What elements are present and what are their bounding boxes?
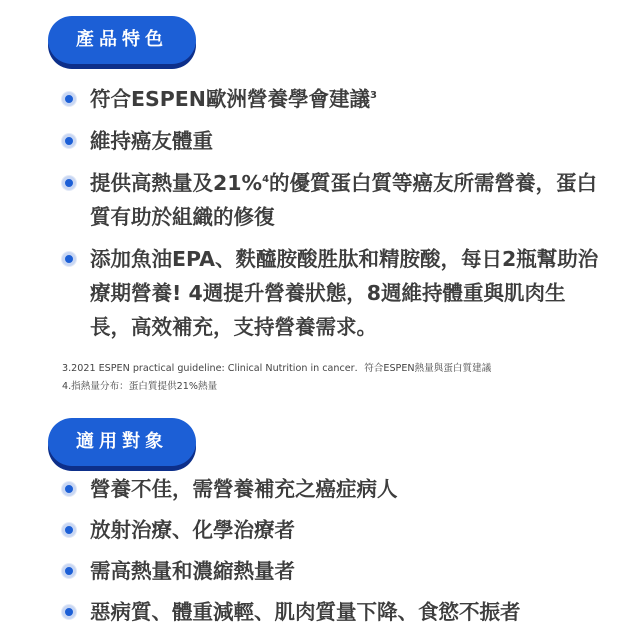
list-item xyxy=(60,472,600,506)
footnote: 4.指熱量分布：蛋白質提供21%熱量 xyxy=(62,381,218,392)
list-item-text: 提供高熱量及21% xyxy=(90,171,263,195)
bullet-dot-icon xyxy=(62,523,76,537)
footnote: 3.2021 ESPEN practical guideline: Clinical Nutrition in cancer．符合ESPEN熱量與蛋白質建議 xyxy=(62,363,492,374)
list-item xyxy=(60,242,600,344)
list-item xyxy=(60,82,600,116)
bullet-dot-icon xyxy=(62,92,76,106)
features-list xyxy=(60,82,600,352)
bullet-dot-icon xyxy=(62,176,76,190)
list-item-text: 維持癌友體重 xyxy=(90,129,213,153)
footnotes xyxy=(62,360,622,396)
list-item-text-cont: 的優質蛋白質等癌友所需營養，蛋白質有助於組織的修復 xyxy=(90,171,598,229)
list-item xyxy=(60,124,600,158)
bullet-dot-icon xyxy=(62,252,76,266)
list-item-text: 符合ESPEN歐洲營養學會建議 xyxy=(90,87,370,111)
bullet-dot-icon xyxy=(62,134,76,148)
bullet-dot-icon xyxy=(62,605,76,619)
list-item xyxy=(60,554,600,588)
audience-list xyxy=(60,472,600,636)
list-item-text: 營養不佳，需營養補充之癌症病人 xyxy=(90,477,398,501)
audience-title-badge: 適用對象 xyxy=(48,418,196,466)
list-item-text: 添加魚油EPA、麩醯胺酸胜肽和精胺酸，每日2瓶幫助治療期營養! 4週提升營養狀態，8週維持體重與肌肉生長，高效補充，支持營養需求。 xyxy=(90,247,599,339)
list-item-text: 惡病質、體重減輕、肌肉質量下降、食慾不振者 xyxy=(90,600,521,624)
list-item xyxy=(60,166,600,234)
list-item xyxy=(60,595,600,629)
bullet-dot-icon xyxy=(62,564,76,578)
features-title-badge: 產品特色 xyxy=(48,16,196,64)
footnote-ref: 4 xyxy=(262,174,270,186)
bullet-dot-icon xyxy=(62,482,76,496)
list-item xyxy=(60,513,600,547)
footnote-ref: 3 xyxy=(369,90,377,102)
list-item-text: 放射治療、化學治療者 xyxy=(90,518,295,542)
list-item-text: 需高熱量和濃縮熱量者 xyxy=(90,559,295,583)
